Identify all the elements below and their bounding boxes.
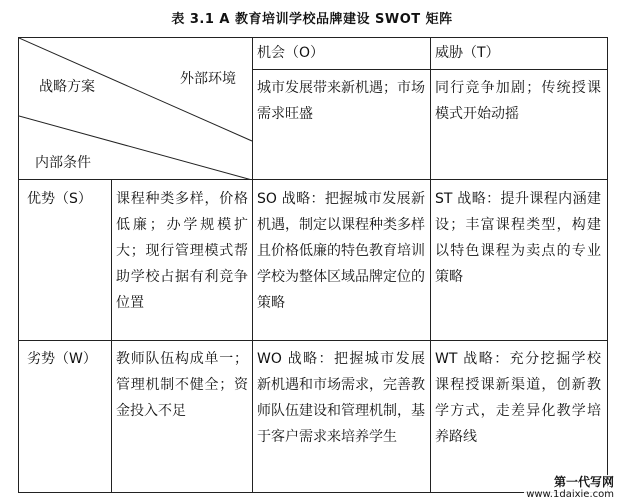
strengths-label: 优势（S） — [27, 191, 92, 207]
watermark-title: 第一代写网 — [553, 475, 614, 489]
wt-strategy: WT 战略：充分挖掘学校课程授课新渠道，创新教学方式，走差异化教学培养路线 — [435, 351, 601, 445]
opportunity-description: 城市发展带来新机遇；市场需求旺盛 — [257, 80, 425, 122]
row-divider-1 — [19, 179, 607, 180]
opportunity-header: 机会（O） — [257, 45, 325, 61]
st-strategy: ST 战略：提升课程内涵建设；丰富课程类型，构建以特色课程为卖点的专业策略 — [435, 191, 601, 285]
threat-description: 同行竞争加剧；传统授课模式开始动摇 — [435, 80, 601, 122]
strengths-factors: 课程种类多样，价格低廉；办学规模扩大；现行管理模式帮助学校占据有利竞争位置 — [116, 191, 248, 311]
row-divider-2 — [19, 340, 607, 341]
external-environment-label: 外部环境 — [180, 71, 236, 87]
swot-matrix-table — [18, 37, 608, 493]
strategy-label: 战略方案 — [39, 79, 95, 95]
weaknesses-factors: 教师队伍构成单一；管理机制不健全；资金投入不足 — [116, 351, 248, 419]
so-strategy: SO 战略：把握城市发展新机遇，制定以课程种类多样且价格低廉的特色教育培训学校为整体区域品牌定位的策略 — [257, 191, 425, 311]
site-watermark — [524, 475, 616, 501]
threat-header: 威胁（T） — [435, 45, 500, 61]
wo-strategy: WO 战略：把握城市发展新机遇和市场需求，完善教师队伍建设和管理机制，基于客户需求来培养学生 — [257, 351, 425, 445]
col-divider-1 — [252, 38, 253, 492]
col-divider-label — [111, 179, 112, 492]
weaknesses-label: 劣势（W） — [27, 351, 97, 367]
internal-conditions-label: 内部条件 — [35, 155, 91, 171]
table-caption: 表 3.1 A 教育培训学校品牌建设 SWOT 矩阵 — [171, 12, 453, 27]
watermark-url: www.1daixie.com — [526, 489, 614, 500]
col-divider-2 — [430, 38, 431, 492]
